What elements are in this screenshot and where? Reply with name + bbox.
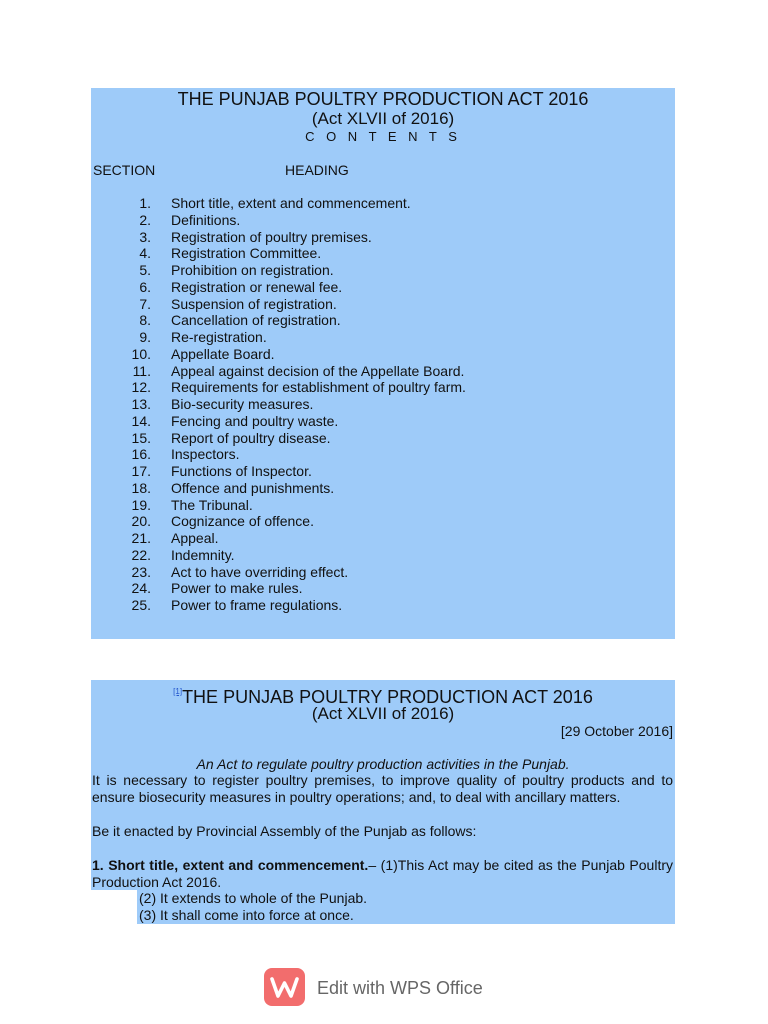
toc-item-number: 17. bbox=[131, 463, 151, 479]
toc-item-heading: Requirements for establishment of poultry farm. bbox=[171, 379, 466, 396]
toc-item-number: 24. bbox=[131, 580, 151, 597]
toc-item-heading: Short title, extent and commencement. bbox=[171, 195, 411, 211]
toc-item-number: 13. bbox=[131, 396, 151, 412]
wps-logo-icon bbox=[264, 968, 305, 1006]
subsection-2: (2) It extends to whole of the Punjab. bbox=[139, 890, 368, 906]
toc-item-number: 21. bbox=[131, 530, 151, 546]
footnote-link[interactable]: [1] bbox=[173, 687, 183, 696]
toc-item-number: 6. bbox=[139, 278, 151, 295]
toc-item-heading: The Tribunal. bbox=[171, 496, 253, 513]
toc-item-heading: Functions of Inspector. bbox=[171, 463, 312, 479]
toc-item-number: 19. bbox=[131, 496, 151, 513]
act-text-block bbox=[91, 680, 675, 890]
act-subsections-block bbox=[137, 890, 675, 924]
section-column-header: SECTION bbox=[93, 162, 156, 178]
act-long-title: An Act to regulate poultry production activities in the Punjab. bbox=[196, 756, 570, 772]
edit-with-wps-button[interactable] bbox=[264, 968, 504, 1008]
toc-item-number: 15. bbox=[131, 429, 151, 446]
heading-column-header: HEADING bbox=[285, 162, 349, 178]
toc-title: THE PUNJAB POULTRY PRODUCTION ACT 2016 bbox=[177, 89, 589, 109]
toc-item-number: 5. bbox=[139, 262, 151, 278]
toc-item-number: 3. bbox=[139, 228, 151, 245]
toc-item-heading: Cancellation of registration. bbox=[171, 312, 341, 329]
toc-item-heading: Registration Committee. bbox=[171, 245, 322, 262]
toc-item-number: 20. bbox=[131, 513, 151, 530]
toc-subtitle: (Act XLVII of 2016) bbox=[311, 109, 455, 128]
enacting-clause: Be it enacted by Provincial Assembly of the Punjab as follows: bbox=[92, 823, 477, 839]
toc-item-number: 11. bbox=[132, 362, 151, 379]
toc-item-number: 10. bbox=[131, 345, 151, 362]
section-1-text: – (1)This Act may be cited as the Punjab Poultry Production Act 2016. bbox=[92, 857, 674, 890]
toc-item-number: 23. bbox=[131, 563, 151, 580]
toc-item-heading: Appeal. bbox=[171, 530, 219, 546]
toc-item-heading: Suspension of registration. bbox=[171, 295, 337, 312]
toc-item-heading: Registration of poultry premises. bbox=[171, 228, 372, 245]
act-title-text: THE PUNJAB POULTRY PRODUCTION ACT 2016 bbox=[182, 687, 593, 707]
act-subtitle: (Act XLVII of 2016) bbox=[311, 704, 455, 723]
contents-label: C O N T E N T S bbox=[305, 129, 461, 144]
toc-item-heading: Indemnity. bbox=[171, 546, 235, 563]
toc-item-number: 22. bbox=[131, 546, 151, 563]
toc-item-heading: Act to have overriding effect. bbox=[171, 563, 349, 580]
toc-item-heading: Registration or renewal fee. bbox=[171, 278, 343, 295]
toc-item-heading: Bio-security measures. bbox=[171, 396, 314, 412]
toc-item-heading: Prohibition on registration. bbox=[171, 262, 334, 278]
toc-item-heading: Fencing and poultry waste. bbox=[171, 412, 339, 429]
toc-item-number: 7. bbox=[139, 295, 151, 312]
toc-item-heading: Definitions. bbox=[171, 211, 241, 228]
toc-item-heading: Power to make rules. bbox=[171, 580, 303, 597]
toc-item-heading: Inspectors. bbox=[171, 446, 240, 463]
subsection-3: (3) It shall come into force at once. bbox=[139, 907, 354, 923]
toc-item-heading: Report of poultry disease. bbox=[171, 429, 331, 446]
act-date: [29 October 2016] bbox=[560, 723, 673, 739]
toc-item-number: 9. bbox=[139, 329, 151, 345]
toc-item-heading: Cognizance of offence. bbox=[171, 513, 314, 530]
toc-item-number: 1. bbox=[139, 195, 151, 211]
toc-item-heading: Re-registration. bbox=[171, 329, 267, 345]
section-1-heading: 1. Short title, extent and commencement. bbox=[92, 857, 369, 873]
toc-item-number: 4. bbox=[139, 245, 151, 262]
toc-item-heading: Offence and punishments. bbox=[171, 479, 335, 496]
section-1 bbox=[92, 857, 673, 891]
toc-item-number: 16. bbox=[131, 446, 151, 463]
toc-item-number: 25. bbox=[131, 597, 151, 613]
toc-item-number: 18. bbox=[131, 479, 151, 496]
toc-item-number: 8. bbox=[139, 312, 151, 329]
wps-badge-label: Edit with WPS Office bbox=[317, 978, 483, 998]
toc-item-number: 12. bbox=[131, 379, 151, 396]
toc-item-number: 14. bbox=[131, 412, 151, 429]
toc-item-heading: Power to frame regulations. bbox=[171, 597, 343, 613]
act-preamble: It is necessary to register poultry premises, to improve quality of poultry products and to ensure biosecurity measures in poultry operations; and, to deal with ancillary matters. bbox=[92, 772, 673, 805]
table-of-contents bbox=[91, 88, 675, 639]
toc-item-heading: Appeal against decision of the Appellate Board. bbox=[171, 362, 465, 379]
toc-item-heading: Appellate Board. bbox=[171, 345, 275, 362]
toc-item-number: 2. bbox=[139, 211, 151, 228]
